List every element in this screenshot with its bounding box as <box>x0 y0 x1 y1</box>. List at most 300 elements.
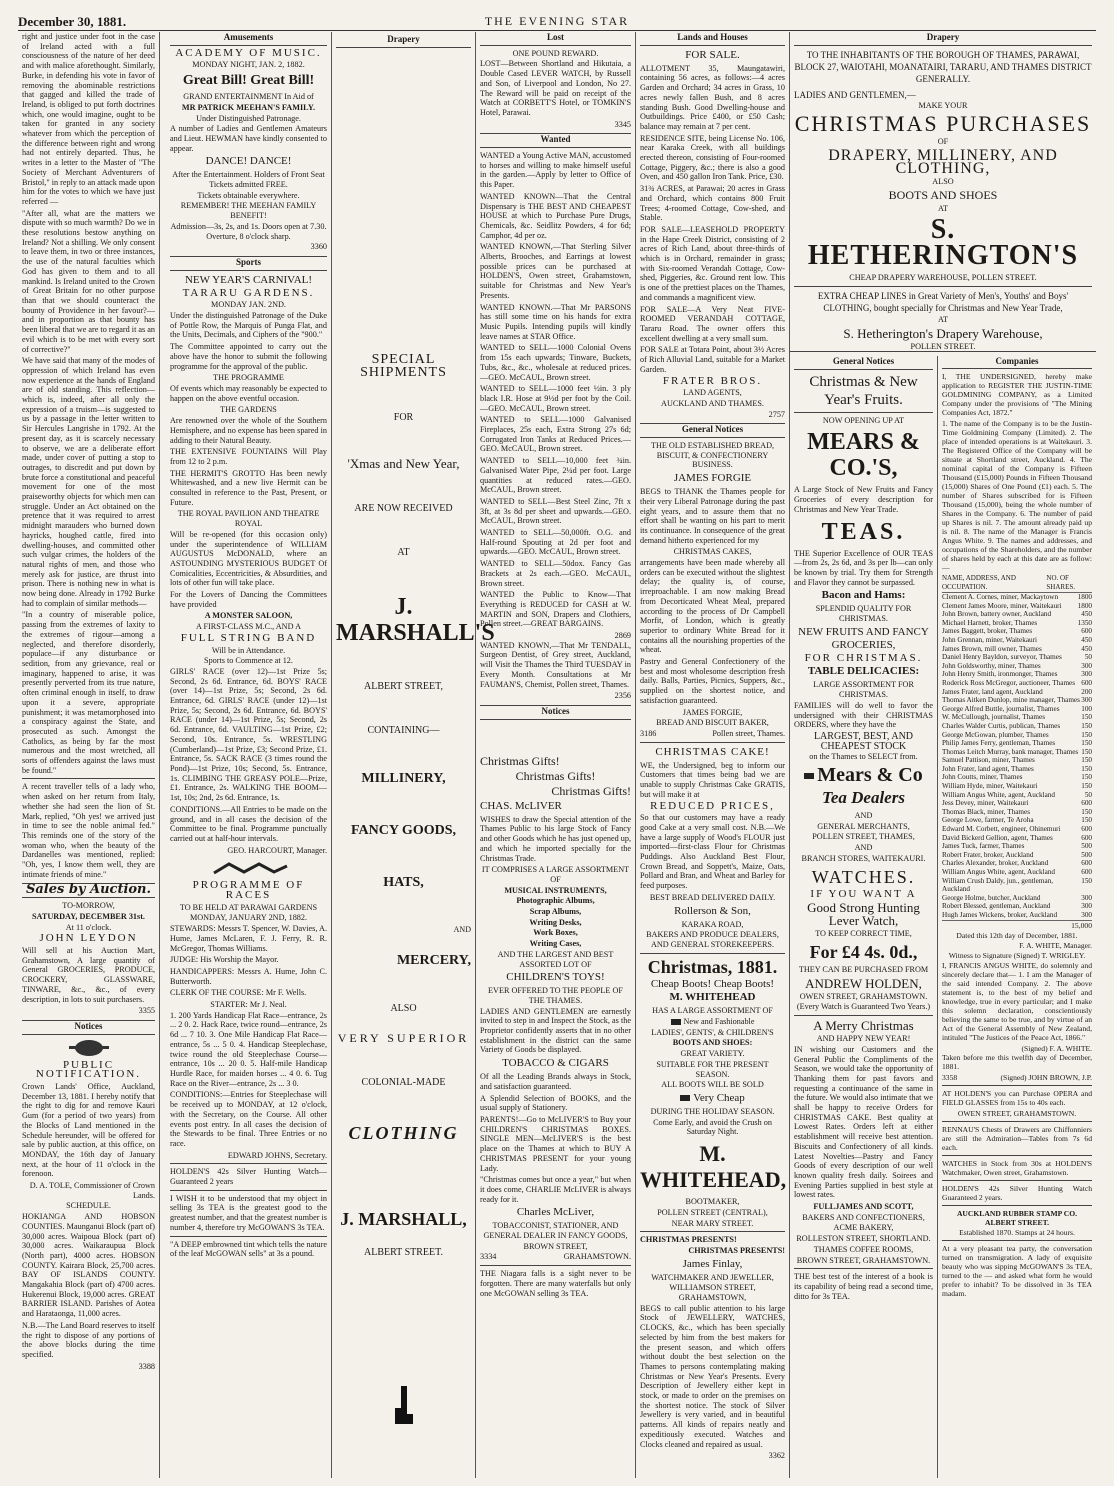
taken-before: Taken before me this twelfth day of December, 1881. <box>942 1052 1092 1071</box>
delivered: BEST BREAD DELIVERED DAILY. <box>649 892 776 902</box>
ladies-gents: LADIES', GENTS', & CHILDREN'S <box>651 1027 774 1037</box>
drapery-heading-2: Drapery <box>794 32 1092 46</box>
tararu-gardens: TARARU GARDENS. <box>182 286 315 299</box>
shareholder-shares: 600 <box>1081 833 1092 842</box>
divider <box>942 1240 1092 1241</box>
pointing-hand-icon <box>680 1095 690 1101</box>
parawai: TO BE HELD AT PARAWAI GARDENS <box>179 902 318 912</box>
wanted-12-number: 2869 <box>614 631 631 641</box>
programme-of-races: PROGRAMME OF RACES <box>192 879 305 902</box>
colonial-made: COLONIAL-MADE <box>361 1077 446 1088</box>
table-row <box>942 662 1092 671</box>
mears-co-logo-text: Mears & Co <box>817 764 923 787</box>
for-christmas: FOR CHRISTMAS. <box>804 651 923 664</box>
pointing-hand-icon <box>387 1384 421 1430</box>
shareholder-name: George Lowe, farmer, Te Aroha <box>942 816 1034 825</box>
james-forgie: JAMES FORGIE <box>673 472 752 485</box>
guaranteed: (Every Watch is Guaranteed Two Years.) <box>796 1002 931 1012</box>
shareholder-name: Michael Harnett, broker, Thames <box>942 618 1038 627</box>
spacer <box>336 936 471 950</box>
table-row <box>942 851 1092 860</box>
patronage: Under Distinguished Patronage. <box>196 113 301 123</box>
auction-body: Will sell at his Auction Mart, Grahamstown, A large quantity of General GROCERIES, PRODUCE, CROCKERY, GLASSWARE, TINWARE, &c., &c., of every description, in lots to suit purchasers. <box>22 945 155 1004</box>
spacer <box>336 231 471 291</box>
holden-silver: HOLDEN'S 42s Silver Hunting Watch Guaranteed 2 years. <box>942 1183 1092 1202</box>
pollen-thames: POLLEN STREET, THAMES, <box>812 832 915 842</box>
watches: WATCHES. <box>811 866 916 887</box>
spacer <box>336 1046 471 1076</box>
masthead-title: THE EVENING STAR <box>484 14 630 28</box>
schedule-nb: N.B.—The Land Board reserves to itself the right to dispose of any portions of the above blocks during the time specified. <box>22 1320 156 1359</box>
fancy-goods: FANCY GOODS, <box>351 823 456 838</box>
shareholder-shares: 1350 <box>1077 618 1092 627</box>
williamson-street: WILLIAMSON STREET, GRAHAMSTOWN, <box>669 1283 756 1303</box>
company-items: 1. The name of the Company is to be the Justin-Time Goldmining Company (Limited). 2. The place of intended operations is at Waitekauri. 3. The Registered Office of the Company will be situate at Shortland street, Auckland. 4. The nominal capital of the Company is Fifteen Thousand (£15,000) Pounds in Fifteen Thousand (15,000) Shares of One Pound (£1) each. 5. The number of Shares subscribed for is Fifteen Thousand (15,000), being the whole number of Shares in the Company. 6. The number of paid up Shares is nil. 7. The amount already paid up is nil. 8. The name of the Manager is Francis Angus White. 9. The names and addresses, and occupations of the Shareholders, and the number of shares held by each at this date are as follow:— <box>942 419 1092 572</box>
table-row <box>942 859 1092 868</box>
marshall-name-2: J. MARSHALL, <box>340 1209 467 1229</box>
now-opening: NOW OPENING UP AT <box>822 415 905 425</box>
shareholder-name: Daniel Henry Bayldon, surveyor, Thames <box>942 653 1062 662</box>
spacer <box>336 291 471 351</box>
table-row <box>942 653 1092 662</box>
shareholder-shares: 100 <box>1081 704 1092 713</box>
pavilion-body: Will be re-opened (for this occasion only) under the superintendence of WILLIAM AUGUSTUS McDONALD, where an ASTOUNDING MYSTERIOUS BUDGET Of Comicalities, Eccentricities, & Absurdities, and lots of other fun will take place. <box>170 529 327 588</box>
shareholder-name: John Brown, battery owner, Auckland <box>942 610 1052 619</box>
column-amusements <box>166 32 332 1478</box>
spacer <box>336 1016 471 1030</box>
table-row <box>942 834 1092 843</box>
table-row <box>942 645 1092 654</box>
shareholders-col-shares: NO. OF SHARES. <box>1046 574 1075 591</box>
shareholder-shares: 150 <box>1081 730 1092 739</box>
shareholder-shares: 600 <box>1081 678 1092 687</box>
now-received: ARE NOW RECEIVED <box>354 503 453 514</box>
gifts-3: Christmas Gifts! <box>551 783 631 798</box>
at-label-2: AT <box>937 203 948 213</box>
watchmaker: WATCHMAKER AND JEWELLER, <box>651 1272 774 1282</box>
james-finlay: James Finlay, <box>682 1257 743 1270</box>
conditions: CONDITIONS.—All Entries to be made on the ground, and in all cases the decision of the Committee to be final. Programme punctually carried out at half-hour intervals. <box>170 804 327 843</box>
if-you-want: IF YOU WANT A <box>810 887 917 900</box>
tea-party: At a very pleasant tea party, the conversation turned on transmigration. A lady of exquisite beauty who was sipping McGOWAN'S 3s TEA, turned to the — and asked what form he would prefer to inhabit? To be dissolved in 3s TEA madam. <box>942 1243 1092 1298</box>
shareholder-name: William Angus White, agent, Auckland <box>942 868 1055 876</box>
holiday: DURING THE HOLIDAY SEASON. <box>650 1106 775 1116</box>
wanted-5: WANTED to SELL—1000 Colonial Ovens from 15s each upwards; Tinware, Buckets, Tubs, &c., &c., wholesale at reduced prices.—GEO. McCAUL, Brown street. <box>480 343 631 382</box>
schedule-title: SCHEDULE. <box>66 1201 111 1211</box>
shareholder-name: James Baggett, broker, Thames <box>942 627 1032 636</box>
scrap-albums: Scrap Albums, <box>529 907 582 917</box>
presents-2: CHRISTMAS PRESENTS! <box>688 1245 785 1255</box>
drapery-millinery: DRAPERY, MILLINERY, AND CLOTHING, <box>828 146 1058 177</box>
shares-total: 15,000 <box>942 920 1092 930</box>
table-row <box>942 902 1092 911</box>
table-row <box>942 782 1092 791</box>
shareholder-shares: 50 <box>1084 790 1092 799</box>
table-row <box>942 911 1092 920</box>
lost-heading: Lost <box>480 32 631 46</box>
shareholder-name: Philip James Ferry, gentleman, Thames <box>942 739 1056 748</box>
new-fashionable <box>640 1017 785 1027</box>
photo-albums: Photographic Albums, <box>516 896 595 906</box>
cakes-body: arrangements have been made whereby all orders can be executed without the slightest delay; the quality is, of course, irreproachable. I am now making Bread from Decorticated Wheat Meal, prepared according to the process of Dr Campbell Morfit, of London, which is greatly superior to ordinary White Bread for it contains all the nourishing properties of the wheat. <box>640 558 785 655</box>
editorial-para-5: A recent traveller tells of a lady who, when asked on her return from Italy, whether she had seen the lion of St. Mark, replied, "Oh yes! we arrived just in time to see the noble animal fed." This reminds one of the story of the woman who, when the beauty of the Dardanelles was mentioned, replied: "Oh, yes, I know them well, they are intimate friends of mine." <box>22 782 155 879</box>
sale-2: RESIDENCE SITE, being License No. 106, near Karaka Creek, with all buildings erected thereon, consisting of Four-roomed Cottage, Piggery, &c.; there is also a good Oven, and 450 gallon Iron Tank. Price, £30. <box>640 133 785 182</box>
table-row <box>942 842 1092 851</box>
table-row <box>942 722 1092 731</box>
race-list: GIRLS' RACE (over 12)—1st Prize 5s; Second, 2s 6d. Entrance, 6d. BOYS' RACE (over 14)—1st Prize, 5s; Second, 2s 6d. Entrance, 6d. GIRLS' RACE (under 12)—1st Prize, 5s; Second, 2s 6d. Entrance, 6d. BOYS' RACE (under 14)—1st Prize, 5s; Second, 2s 6d. Entrance, 6d. VAULTING—1st Prize, £2; Second, 10s. Entrance, 5s. WRESTLING (Cumberland)—1st Prize, £3; Second Prize, £1. Entrance, 5s. SACK RACE (3 times round the Pond)—1st Prize, 10s; Second, 5s. Entrance, 1s. CLIMBING THE GREASY POLE—Prize, £1. Entrance, 2s. WALKING THE BOOM—1st, 10s; 2nd, 2s 6d. Entrance, 1s. <box>170 666 327 803</box>
shareholder-shares: 300 <box>1081 902 1092 911</box>
divider <box>480 1265 631 1266</box>
wanted-heading: Wanted <box>480 133 631 148</box>
at-label: AT <box>397 547 410 558</box>
table-row <box>942 756 1092 765</box>
wanted-6: WANTED to SELL—1000 feet ½in. 3 ply black I.R. Hose at 9½d per foot by the Coil.—GEO. McCAUL, Brown street. <box>480 384 631 413</box>
forgie-address: Pollen street, Thames. <box>712 729 785 738</box>
shareholder-shares: 300 <box>1081 670 1092 679</box>
masthead-date: December 30, 1881. <box>18 14 127 29</box>
inhabitants: TO THE INHABITANTS OF THE BOROUGH OF THAMES, PARAWAI, BLOCK 27, WAIOTAHI, MOANATAIRI, TARARU, AND THAMES DISTRICT GENERALLY. <box>794 49 1092 84</box>
carnival-title: NEW YEAR'S CARNIVAL! <box>184 273 313 286</box>
shareholder-shares: 600 <box>1081 799 1092 808</box>
notices-heading: Notices <box>22 1020 155 1035</box>
largest-best: LARGEST, BEST, AND CHEAPEST STOCK <box>813 730 914 752</box>
shareholder-shares: 150 <box>1081 721 1092 730</box>
mears-co-logo <box>794 765 933 785</box>
divider <box>942 1205 1092 1206</box>
pastry: Pastry and General Confectionery of the best and most wholesome description fresh daily. Balls, Parties, Picnics, Suppers, &c., supplied on the shortest notice, and satisfaction guaranteed. <box>640 657 785 705</box>
table-row <box>942 696 1092 705</box>
extra-cheap: EXTRA CHEAP LINES in Great Variety of Men's, Youths' and Boys' CLOTHING, bought specially for Christmas and New Year Trade, <box>817 290 1069 313</box>
forgie-sign: JAMES FORGIE, <box>682 707 743 717</box>
hetherington-warehouse: S. Hetherington's Drapery Warehouse, <box>843 325 1043 341</box>
very-cheap-text: Very Cheap <box>693 1091 745 1104</box>
shareholder-name: John Henry Smith, ironmonger, Thames <box>942 670 1058 679</box>
ever-offered: EVER OFFERED TO THE PEOPLE OF THE THAMES. <box>488 986 623 1005</box>
wanted-13: WANTED KNOWN,—That Mr TENDALL, Surgeon Dentist, of Grey street, Auckland, will Visit the Thames the Third TUESDAY in Every Month. Consultations at Mr FAUMAN'S, Chemist, Pollen street, Thames. <box>480 640 631 689</box>
schedule-body: HOKIANGA AND HOBSON COUNTIES. Maunganui Block (part of) 30,000 acres. Waipoua Block (part of) 30,000 acres. Waikaraupua Block (North part), 4000 acres. HOBSON COUNTY. Kairara Block, 25,700 acres. BAY OF ISLANDS COUNTY. Mangakahia Block (part of) 4700 acres. Hukerenui Block, 19,000 acres. GREAT BARRIER ISLAND. Parishes of Aotea and Harataonga, 11,000 acres. <box>22 1212 155 1319</box>
pollen-street: POLLEN STREET. <box>910 341 976 351</box>
remember: REMEMBER! THE MEEHAN FAMILY BENEFIT! <box>180 201 317 221</box>
starter: STARTER: Mr J. Neal. <box>210 1000 287 1010</box>
shareholders-header <box>942 574 1092 593</box>
auction-heading: Sales by Auction. <box>22 883 155 898</box>
drapery-heading: Drapery <box>336 32 471 48</box>
writing-desks: Writing Desks, <box>529 917 582 927</box>
wanted-13-number: 2356 <box>614 691 631 701</box>
spacer <box>336 790 471 820</box>
amusements-number: 3360 <box>310 242 327 252</box>
andrew-holden: ANDREW HOLDEN, <box>805 975 922 991</box>
new-fashionable-text: New and Fashionable <box>683 1017 755 1027</box>
shareholder-shares: 300 <box>1081 893 1092 902</box>
bootmaker: BOOTMAKER, <box>685 1197 740 1207</box>
divider <box>640 742 785 743</box>
holden-watch: HOLDEN'S 42s Silver Hunting Watch—Guaranteed 2 years <box>170 1167 327 1187</box>
wanted-7: WANTED to SELL—1000 Galvanised Fireplaces, 25s each, Extra Strong 27s 6d; Corrugated Iron Tanks at Reduced Prices.—GEO. McCAUL, Brown street. <box>480 415 631 454</box>
shareholder-shares: 150 <box>1081 739 1092 748</box>
divider <box>794 286 1092 287</box>
divider <box>942 1085 1092 1086</box>
race-events: 1. 200 Yards Handicap Flat Race—entrance, 2s ... 2 0. 2. Hack Race, twice round—entrance, 2s 6d ... 7 10. 3. One Mile Handicap Flat Race—entrance, 5s ... 5 0. 4. Handicap Steeplechase, twice round the old Steeplechase Course—entrance, 10s ... 20 0. 5. Half-mile Handicap Hurdle Race, for maiden horses ... 4 0. 6. Tug Race on the River—entrance, 2s ... 3 0. <box>170 1010 327 1088</box>
shareholder-name: Charles Alexander, broker, Auckland <box>942 859 1049 868</box>
auction-line-2: SATURDAY, DECEMBER 31st. <box>32 911 145 921</box>
editorial-para-2: "After all, what are the matters we dispute with so much warmth? Do we in these resolutions bestow anything on Ireland? Not a shilling. We only consent to leave them, in two or three instances, the use of the natural faculties which God has given to them and to all mankind. Is Ireland united to the Crown of Great Britain for no other purpose than that we should counteract the bounty of Providence in her favour?—and in proportion as that bounty has been liberal that we are to regard it as an evil which is to be met with every sort of corrective?" <box>22 208 155 354</box>
tobacco: TOBACCO & CIGARS <box>502 1057 609 1070</box>
schedule-number: 3388 <box>138 1361 155 1371</box>
wanted-2: WANTED KNOWN—That the Central Dispensary is THE BEST AND CHEAPEST HOUSE at which to Purchase Pure Drugs, Chemicals, &c. Seidlitz Powders, 4 for 6d; Camphor, 4d per oz. <box>480 191 631 240</box>
shareholder-shares: 600 <box>1081 859 1092 868</box>
mc: A FIRST-CLASS M.C., AND A <box>195 622 302 632</box>
childrens-toys: CHILDREN'S TOYS! <box>506 971 605 984</box>
tea-dealers: Tea Dealers <box>822 788 905 808</box>
best-test: THE best test of the interest of a book is its capability of being read a second time, ditto for 3s TEA. <box>794 1272 933 1301</box>
sale-1: ALLOTMENT 35, Maungatawiri, containing 56 acres, as follows:—4 acres Garden and Orchard; 34 acres in Grass, 10 acres newly fallen Bush, and 8 acres standing Bush. Good Dwelling-house and Outbuildings. Price £400, or £50 Cash; balance may remain at 7 per cent. <box>640 63 785 131</box>
finlay-body: BEGS to call public attention to his large Stock of JEWELLERY, WATCHES, CLOCKS, &c., which has been specially selected by him from the best makers for the present season, and which offers without doubt the best selection on the Thames to persons contemplating making Christmas or New Year's Presents. Every Description of Jewellery either kept in stock, or made to order on the premises on the shortest notice. The stock of Silver Jewellery is very varied, and in beautiful patterns. All kinds of repairs neatly and expeditiously executed. Watches and Clocks cleaned and repaired as usual. <box>640 1303 785 1449</box>
auction-number: 3355 <box>138 1006 155 1016</box>
table-row <box>942 816 1092 825</box>
great-variety: GREAT VARIETY. <box>680 1049 745 1059</box>
general-merchants: GENERAL MERCHANTS, <box>817 821 910 831</box>
horses-icon <box>209 858 289 878</box>
spacer <box>336 1146 471 1176</box>
brown-street-2: BROWN STREET, GRAHAMSTOWN. <box>796 1255 931 1265</box>
lands-heading: Lands and Houses <box>640 32 785 46</box>
table-row <box>942 713 1092 722</box>
table-row <box>942 773 1092 782</box>
reward-title: ONE POUND REWARD. <box>512 48 599 58</box>
shareholder-name: John Goldsworthy, miner, Thames <box>942 661 1041 670</box>
string-band: FULL STRING BAND <box>180 631 317 644</box>
forgie-number: 3186 <box>640 729 657 738</box>
merry-christmas: A Merry Christmas <box>813 1018 914 1034</box>
mcliver-number: 3334 <box>480 1252 497 1262</box>
bakers-confectioners: BAKERS AND CONFECTIONERS, <box>802 1212 925 1222</box>
finlay-number: 3362 <box>768 1451 785 1461</box>
cake-body-2: So that our customers may have a ready good Cake at a very small cost. N.B.—We have a large supply of Wood's FLOUR just imported—first-class Flour for Christmas Puddings. Also Auckland Best Flour, Crown Bread, and Soppett's, Maize, Oats, Pollard and Bran, and Wheat and Barley for feed purposes. <box>640 813 785 891</box>
gifts-2: Christmas Gifts! <box>515 768 596 783</box>
dancing: For the Lovers of Dancing the Committees have provided <box>170 590 327 609</box>
shareholder-name: William Angus White, agent, Auckland <box>942 790 1055 799</box>
shareholder-name: David Bickerd Gellion, agent, Thames <box>942 833 1053 842</box>
table-row <box>942 868 1092 877</box>
tickets: Tickets obtainable everywhere. <box>197 190 300 200</box>
shareholder-name: Charles Walder Curtis, publican, Thames <box>942 721 1061 730</box>
sale-5: FOR SALE—A Very Neat FIVE-ROOMED VERANDAH COTTAGE, Tararu Road. The owner offers this excellent dwelling at a very small sum. <box>640 304 785 343</box>
divider <box>794 1268 933 1269</box>
table-row <box>942 688 1092 697</box>
wanted-12: WANTED the Public to Know—That Everything is REDUCED for CASH at W. MARTIN and SON, Drapers and Clothiers, Pollen street.—GREAT BARGAINS. <box>480 590 631 629</box>
auckland-thames: AUCKLAND AND THAMES. <box>661 398 764 408</box>
shareholder-name: Samuel Pattison, miner, Thames <box>942 756 1035 765</box>
teas-body: THE Superior Excellence of OUR TEAS—from 2s, 2s 6d, and 3s per lb—can only be known by trial. Try them for Strength and Flavor they cannot be surpassed. <box>794 548 933 587</box>
shareholder-shares: 300 <box>1081 910 1092 919</box>
table-row <box>942 731 1092 740</box>
great-bill: Great Bill! Great Bill! <box>182 73 315 89</box>
royal-arms-icon <box>49 1038 129 1058</box>
shareholder-name: Thomas Leitch Murray, bank manager, Thames <box>942 747 1079 756</box>
forgie-footer <box>640 729 785 739</box>
auction-line-3: At 11 o'clock. <box>65 922 112 932</box>
good-strong-watch: Good Strong Hunting Lever Watch, <box>807 900 920 929</box>
auction-line-1: TO-MORROW, <box>62 901 115 911</box>
branch-stores: BRANCH STORES, WAITEKAURI. <box>801 853 926 863</box>
spacer <box>336 472 471 502</box>
editorial-para-4: "In a country of miserable police, passing from the extremes of laxity to the extremes of rigour—among a neglected, and therefore disorderly, populace—if any disturbance or sedition, from any grievance, real or imaginary, happened to arise, it was presently perverted from its true nature, often criminal enough in itself, to draw upon it a severe, appropriate punishment; it was metamorphosed into a conspiracy against the State, and prosecuted as such. Amongst the Catholics, as being by far the most numerous and the most wretched, all sorts of offenders against the laws must be found." <box>22 610 155 775</box>
rolleston-street: ROLLESTON STREET, SHORTLAND. <box>796 1234 931 1244</box>
m-whitehead: M. WHITEHEAD <box>669 991 756 1004</box>
companies-heading: Companies <box>942 356 1092 369</box>
tobacconist: TOBACCONIST, STATIONER, AND GENERAL DEALER IN FANCY GOODS, <box>483 1221 628 1241</box>
rollerson-trade: BAKERS AND PRODUCE DEALERS, AND GENERAL STOREKEEPERS. <box>646 930 779 949</box>
new-fruits: NEW FRUITS AND FANCY GROCERIES, <box>798 625 929 651</box>
holden-glasses: AT HOLDEN'S you can Purchase OPERA and FIELD GLASSES from 15s to 40s each. <box>942 1088 1092 1107</box>
shareholder-shares: 450 <box>1081 635 1092 644</box>
divider <box>942 1155 1092 1156</box>
shareholder-shares: 300 <box>1081 661 1092 670</box>
shareholder-shares: 150 <box>1081 782 1092 791</box>
shareholder-name: George McGowan, plumber, Thames <box>942 730 1049 739</box>
wanted-10: WANTED to SELL—50,000ft. O.G. and Half-round Spouting at 2d per foot and upwards.—GEO. McCAUL, Brown street. <box>480 528 631 557</box>
table-row <box>942 748 1092 757</box>
spacer <box>336 972 471 1002</box>
shareholder-name: Roderick Ross McGregor, auctioneer, Thames <box>942 678 1076 687</box>
at-label-3: AT <box>937 314 948 324</box>
shareholders-table <box>942 593 1092 920</box>
teas: TEAS. <box>821 518 906 545</box>
editorial-para-1: right and justice under foot in the case of Ireland acted with a full consciousness of the nature of her deed and with malice aforethought. Similarly, Burke, in defending his vote in favor of removing the abominable restrictions that gagged and killed the trade of Ireland, is obliged to put forth doctrines which, one would imagine, ought to be taken for granted in any society whatever from which the perception of the difference between right and wrong had not entirely departed. Thus, he writes in a letter to the Master of "The Society of Merchant Adventurers of Bristol," in reply to an attack made upon him for the votes to which we have just referred — <box>22 32 155 206</box>
shareholder-name: Thomas Black, miner, Thames <box>942 807 1031 816</box>
shareholder-name: John Coutts, miner, Thames <box>942 773 1023 782</box>
mcliver-title: CHAS. McLIVER <box>480 799 562 812</box>
table-row <box>942 636 1092 645</box>
companies-number: 3358 <box>942 1072 958 1082</box>
shareholder-shares: 600 <box>1081 627 1092 636</box>
column-mears <box>790 356 938 1478</box>
work-boxes: Work Boxes, <box>533 928 578 938</box>
divider <box>942 1180 1092 1181</box>
pavilion: THE ROYAL PAVILION AND THEATRE ROYAL <box>177 509 320 529</box>
jp-footer <box>942 1073 1092 1082</box>
shareholder-name: Robert Frater, broker, Auckland <box>942 850 1034 859</box>
all-boots: ALL BOOTS WILL BE SOLD <box>661 1080 764 1090</box>
shareholder-name: Edward M. Corbett, engineer, Ohinemuri <box>942 825 1061 834</box>
albert-street: ALBERT STREET, <box>363 681 444 692</box>
wanted-4: WANTED KNOWN.—That Mr PARSONS has still some time on his hands for extra Music Pupils. Intending pupils will kindly leave names at STAR Office. <box>480 302 631 341</box>
spacer <box>336 1232 471 1246</box>
notices-heading: Notices <box>480 705 631 720</box>
writing-cases: Writing Cases, <box>529 939 582 949</box>
table-row <box>942 705 1092 714</box>
clothing: CLOTHING <box>348 1123 459 1143</box>
spacer <box>336 51 471 111</box>
shareholder-shares: 500 <box>1081 842 1092 851</box>
masthead <box>18 14 1096 31</box>
shareholder-shares: 300 <box>1081 696 1092 705</box>
shareholders-col-name: NAME, ADDRESS, AND OCCUPATION. <box>942 574 1016 591</box>
column-hetherington <box>790 32 1096 352</box>
sports-start: Sports to Commence at 12. <box>204 656 293 666</box>
stewards: STEWARDS: Messrs T. Spencer, W. Davies, A. Hume, James McLaren, F. J. Ferry, R. R. McGregor, Thomas Williams. <box>170 924 327 953</box>
academy-date: MONDAY NIGHT, JAN. 2, 1882. <box>192 60 305 70</box>
shareholder-shares: 600 <box>1081 825 1092 834</box>
christmas-cake: CHRISTMAS CAKE! <box>655 745 770 758</box>
white-signature: F. A. WHITE, Manager. <box>1019 940 1092 950</box>
comprises: IT COMPRISES A LARGE ASSORTMENT OF <box>481 865 630 884</box>
table-row <box>942 894 1092 903</box>
spacer <box>336 171 471 231</box>
programme: Of events which may reasonably be expected to happen on the above eventful occasion. <box>170 383 327 403</box>
table-row <box>942 739 1092 748</box>
shareholder-shares: 600 <box>1081 868 1092 876</box>
table-row <box>942 593 1092 602</box>
rubber-stamp: AUCKLAND RUBBER STAMP CO. ALBERT STREET. <box>956 1208 1078 1227</box>
mcgowan-tea: I WISH it to be understood that my object in selling 3s TEA is the greatest good to the greatest number, and that the greatest number is number 4, therefore try McGOWAN'S 3s TEA. <box>170 1193 327 1232</box>
divider <box>942 1121 1092 1122</box>
table-row <box>942 670 1092 679</box>
baker: BREAD AND BISCUIT BAKER, <box>656 718 769 728</box>
come-early: Come Early, and avoid the Crush on Saturday Night. <box>653 1117 772 1137</box>
spacer <box>336 1320 471 1380</box>
parents: PARENTS!—Go to McLIVER'S to Buy your CHILDREN'S CHRISTMAS BOXES. SINGLE MEN—McLIVER'S is the best place on the Thames at which to BUY A CHRISTMAS PRESENT for your young Lady. <box>480 1114 631 1173</box>
keep-time: TO KEEP CORRECT TIME, <box>815 929 912 939</box>
table-row <box>942 808 1092 817</box>
column-lands <box>636 32 790 1478</box>
table-row <box>942 765 1092 774</box>
albert-street-2: ALBERT STREET. <box>363 1247 444 1258</box>
christmas-1881: Christmas, 1881. <box>647 956 778 977</box>
table-row <box>942 825 1092 834</box>
very-superior: VERY SUPERIOR <box>337 1031 470 1045</box>
sports-heading: Sports <box>170 256 327 271</box>
cake-body: WE, the Undersigned, beg to inform our Customers that times being bad we are unable to supply Christmas Cake GRATIS, but will make it at <box>640 760 785 799</box>
m-whitehead-large: M. WHITEHEAD, <box>640 1141 787 1193</box>
column-companies <box>938 356 1096 1478</box>
shareholder-name: James Tuck, farmer, Thames <box>942 842 1025 851</box>
make-your: MAKE YOUR <box>918 101 968 111</box>
spacer <box>336 560 471 590</box>
musical: MUSICAL INSTRUMENTS, <box>504 885 607 895</box>
lost-number: 3345 <box>614 119 631 129</box>
shareholder-shares: 500 <box>1081 850 1092 859</box>
very-cheap <box>640 1092 785 1105</box>
gardens-head: THE GARDENS <box>220 405 277 415</box>
sale-3: 31¾ ACRES, at Parawai; 20 acres in Grass and Orchard, which contains 800 Fruit Trees; 4-roomed Cottage, Cow-shed, and Stable. <box>640 184 785 223</box>
shareholder-shares: 50 <box>1084 653 1092 662</box>
families: FAMILIES will do well to favor the undersigned with their CHRISTMAS ORDERS, where they have the <box>794 700 933 730</box>
shareholder-name: Clement A. Cornes, miner, Mackaytown <box>942 593 1059 601</box>
spacer <box>336 842 471 872</box>
grand-entertainment: GRAND ENTERTAINMENT In Aid of <box>183 92 314 102</box>
near-mary: NEAR MARY STREET. <box>671 1218 754 1228</box>
public-notification-title: PUBLIC NOTIFICATION. <box>35 1058 142 1081</box>
shareholder-shares: 450 <box>1081 610 1092 619</box>
benefit-name: MR PATRICK MEEHAN'S FAMILY. <box>181 102 316 112</box>
watches-stock: WATCHES in Stock from 30s at HOLDEN'S Watchmaker, Owen street, Grahamstown. <box>942 1158 1092 1177</box>
christmas-purchases: CHRISTMAS PURCHASES <box>794 111 1092 137</box>
shareholder-shares: 150 <box>1081 773 1092 782</box>
declaration-signed: (Signed) F. A. WHITE. <box>1021 1043 1092 1053</box>
wanted-3: WANTED KNOWN,—That Sterling Silver Alberts, Brooches, and Earrings at lowest possible prices can be purchased at HOLDEN'S, Owen street, Grahamstown, suitable for Christmas and New Year's Presents. <box>480 242 631 300</box>
shareholder-shares: 150 <box>1081 876 1092 885</box>
shareholder-shares: 150 <box>1081 713 1092 722</box>
carnival-date: MONDAY JAN. 2ND. <box>211 300 286 310</box>
fulljames-scott: FULLJAMES AND SCOTT, <box>813 1202 914 1212</box>
divider <box>640 953 785 954</box>
presents-1: CHRISTMAS PRESENTS! <box>640 1235 737 1245</box>
table-row <box>942 627 1092 636</box>
table-row <box>942 679 1092 688</box>
table-row <box>942 602 1092 611</box>
